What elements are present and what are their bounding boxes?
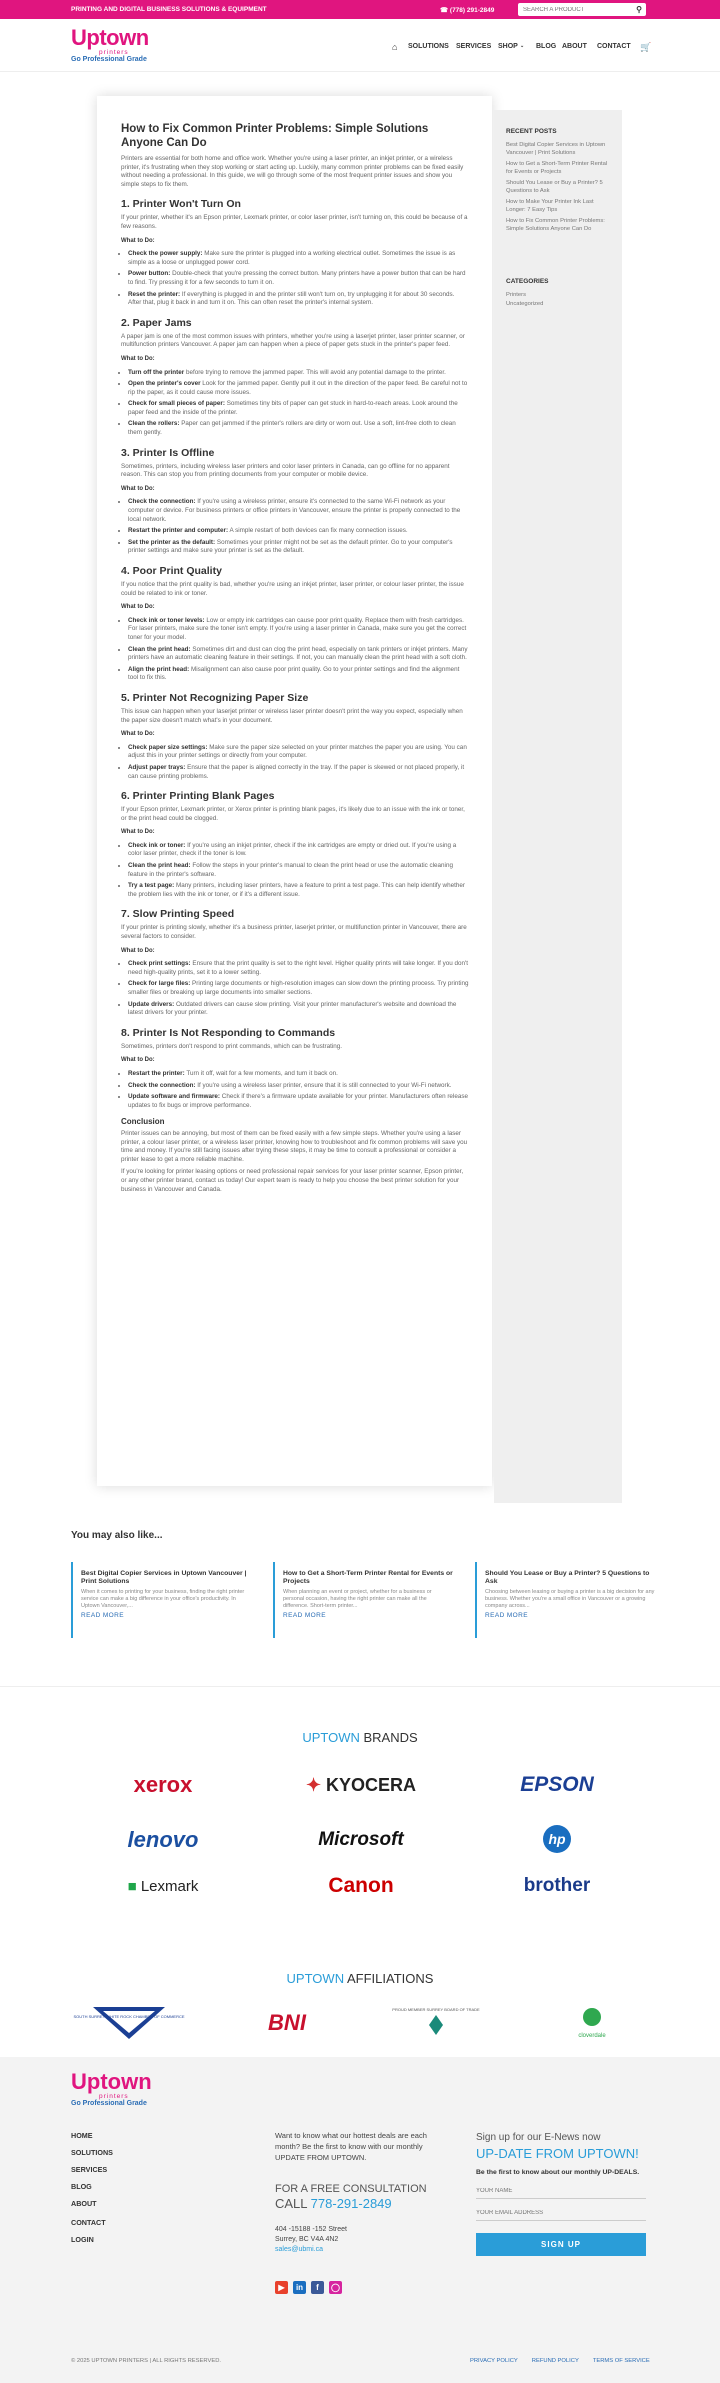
email-field[interactable] xyxy=(476,2205,646,2221)
footer-nav xyxy=(71,2131,113,2252)
footer-link[interactable]: SERVICES xyxy=(71,2165,108,2174)
nav-contact[interactable]: CONTACT xyxy=(597,43,631,50)
what-to-do-label: What to Do: xyxy=(121,355,155,362)
what-to-do-label: What to Do: xyxy=(121,604,155,611)
what-to-do-label: What to Do: xyxy=(121,731,155,738)
refund-link[interactable]: REFUND POLICY xyxy=(531,2358,579,2364)
list-item: • Check ink or toner levels: Low or empty ink cartridges can cause poor print quality. Replace them with fresh cartridges. For laser printers, make sure the toner isn't empty. If you're using a laser printer in Canada, make sure you get the correct toner for your model. xyxy=(128,617,469,643)
what-to-do-label: What to Do: xyxy=(121,485,155,492)
brands-title: UPTOWN BRANDS xyxy=(302,1730,418,1745)
svg-text:cloverdale: cloverdale xyxy=(578,2033,606,2039)
svg-text:PROUD MEMBER SURREY BOARD OF T: PROUD MEMBER SURREY BOARD OF TRADE xyxy=(392,2007,480,2012)
cart-icon[interactable]: 🛒 xyxy=(640,42,652,52)
list-item: • Clean the print head: Sometimes dirt and dust can clog the print head, especially on tank printers or inkjet printers. Many printers have an automatic cleaning feature in their settings. If not, you can manually clean the print head with a soft cloth. xyxy=(128,646,469,663)
section-intro: If your printer is printing slowly, whether it's a business printer, laserjet printer, or multifunction printer in Vancouver, there are several factors to consider. xyxy=(121,924,467,941)
list-item: • Power button: Double-check that you're pressing the correct button. Many printers have a power button that can be hard to find. Try pressing it for a few seconds to turn it on. xyxy=(128,270,469,287)
nav-shop[interactable]: SHOP xyxy=(498,43,518,50)
page-title: How to Fix Common Printer Problems: Simple Solutions Anyone Can Do xyxy=(121,123,429,149)
recent-posts: RECENT POSTS Best Digital Copier Services in Uptown Vancouver | Print Solutions How to Get a Short-Term Printer Rental for Events or Projects Should You Lease or Buy a Printer? 5 Questions to Ask How to Make Your Printer Ink Last Longer: 7 Easy Tips How to Fix Common Printer Problems: Simple Solutions Anyone Can Do xyxy=(506,128,614,236)
search-icon[interactable]: ⚲ xyxy=(636,5,642,14)
category-link[interactable]: Uncategorized xyxy=(506,301,544,307)
section-intro: This issue can happen when your laserjet printer or wireless laser printer doesn't print the way you expect, especially when the paper size doesn't match what's in your document. xyxy=(121,707,463,724)
newsletter: Sign up for our E-News now UP-DATE FROM UPTOWN! Be the first to know about our monthly UP-DEALS. YOUR NAME YOUR EMAIL ADDRESS SIGN UP xyxy=(476,2132,651,2256)
what-to-do-label: What to Do: xyxy=(121,829,155,836)
list-item: • Turn off the printer before trying to remove the jammed paper. This will avoid any potential damage to the printer. xyxy=(128,369,469,378)
list-item: • Adjust paper trays: Ensure that the paper is aligned correctly in the tray. If the paper is skewed or not placed properly, it can cause printing problems. xyxy=(128,764,469,781)
conclusion-p1: Printer issues can be annoying, but most of them can be fixed easily with a few simple steps. Whether you're using a laser printer, a colour laser printer, or a wireless laser printer, knowing how to troubleshoot and fix common problems will save you time and money. If you're still facing issues after trying these steps, it may be time to consult a professional or consider a printer lease to get a more reliable machine. xyxy=(121,1129,468,1163)
privacy-link[interactable]: PRIVACY POLICY xyxy=(470,2358,518,2364)
read-more-link[interactable]: READ MORE xyxy=(81,1612,124,1619)
footer-logo[interactable]: Uptown printers Go Professional Grade xyxy=(71,2069,152,2107)
related-card[interactable]: How to Get a Short-Term Printer Rental for Events or Projects When planning an event or project, whether for a business or personal occasion, having the right printer can make all the difference. Short-term printer... READ MORE xyxy=(273,1562,461,1638)
list-item: • Clean the rollers: Paper can get jammed if the printer's rollers are dirty or worn out. Use a soft, lint-free cloth to clean them gently. xyxy=(128,420,469,437)
list-item: • Try a test page: Many printers, including laser printers, have a feature to print a test page. This can help identify whether the problem lies with the ink or toner, or if it's a different issue. xyxy=(128,882,469,899)
sidebar xyxy=(494,110,622,1503)
conclusion-heading: Conclusion xyxy=(121,1117,165,1127)
list-item: • Check for small pieces of paper: Sometimes tiny bits of paper can get stuck in hard-to-reach areas. Look around the paper feed and the inside of the printer. xyxy=(128,400,469,417)
section-heading: 5. Printer Not Recognizing Paper Size xyxy=(121,691,309,704)
affiliations-title: UPTOWN AFFILIATIONS xyxy=(286,1971,434,1986)
related-card[interactable]: Should You Lease or Buy a Printer? 5 Questions to Ask Choosing between leasing or buying a printer is a big decision for any business. Whether you're a small office in Vancouver or a growing company across... READ MORE xyxy=(475,1562,663,1638)
what-to-do-label: What to Do: xyxy=(121,947,155,954)
footer-phone[interactable]: 778-291-2849 xyxy=(310,2196,392,2211)
nav-blog[interactable]: BLOG xyxy=(536,43,557,50)
hp-logo: hp xyxy=(482,1825,632,1853)
lenovo-logo: lenovo xyxy=(127,1827,199,1852)
svg-text:SOUTH SURREY WHITE ROCK CHAMBE: SOUTH SURREY WHITE ROCK CHAMBER OF COMMERCE xyxy=(73,2014,185,2019)
what-to-do-label: What to Do: xyxy=(121,1057,155,1064)
search-input[interactable] xyxy=(518,3,623,16)
phone-link[interactable]: ☎ (778) 291-2849 xyxy=(440,7,495,14)
related-card[interactable]: Best Digital Copier Services in Uptown Vancouver | Print Solutions When it comes to printing for your business, finding the right printer service can make a big difference in your office's productivity. In Uptown Vancouver,... READ MORE xyxy=(71,1562,259,1638)
chamber-logo xyxy=(73,2005,185,2041)
footer-link[interactable]: HOME xyxy=(71,2131,93,2140)
top-bar xyxy=(0,0,720,19)
categories: CATEGORIES Printers Uncategorized xyxy=(506,278,614,309)
section-intro: If your Epson printer, Lexmark printer, or Xerox printer is printing blank pages, it's likely due to an issue with the ink or toner, or the print head could be clogged. xyxy=(121,806,465,822)
tips-list xyxy=(128,498,469,556)
board-of-trade-logo xyxy=(392,2005,480,2041)
list-item: • Restart the printer: Turn it off, wait for a few moments, and turn it back on. xyxy=(128,1070,469,1079)
nav-about[interactable]: ABOUT xyxy=(562,43,587,50)
article-card xyxy=(97,96,492,1486)
kyocera-logo: ✦ KYOCERA xyxy=(305,1775,417,1795)
tips-list xyxy=(128,617,469,683)
recent-post-link[interactable]: Best Digital Copier Services in Uptown Vancouver | Print Solutions xyxy=(506,142,606,156)
footer-link[interactable]: BLOG xyxy=(71,2182,92,2191)
read-more-link[interactable]: READ MORE xyxy=(283,1612,326,1619)
tips-list xyxy=(128,744,469,781)
footer-link[interactable]: ABOUT xyxy=(71,2199,97,2208)
list-item: • Clean the print head: Follow the steps in your printer's manual to clean the print head or use the automatic cleaning feature in the printer's software. xyxy=(128,862,469,879)
list-item: • Update software and firmware: Check if there's a firmware update available for your printer. Manufacturers often release updates to fix bugs or improve performance. xyxy=(128,1093,469,1110)
header xyxy=(0,19,720,72)
list-item: • Set the printer as the default: Sometimes your printer might not be set as the default printer. Go to your computer's printer settings and make sure your printer is set as the default. xyxy=(128,539,469,556)
canon-logo: Canon xyxy=(328,1874,394,1897)
section-heading: 8. Printer Is Not Responding to Commands xyxy=(121,1026,336,1039)
section-intro: If your printer, whether it's an Epson printer, Lexmark printer, or color laser printer, isn't turning on, this could be because of a few reasons. xyxy=(121,214,468,230)
read-more-link[interactable]: READ MORE xyxy=(485,1612,528,1619)
terms-link[interactable]: TERMS OF SERVICE xyxy=(592,2358,650,2364)
list-item: • Check for large files: Printing large documents or high-resolution images can slow down the printing process. Try printing smaller files or breaking up large documents into smaller sections. xyxy=(128,980,469,997)
footer-email[interactable]: sales@ubmi.ca xyxy=(275,2246,323,2253)
legal-links xyxy=(470,2358,664,2364)
search-box[interactable] xyxy=(518,3,646,16)
bni-logo: BNI xyxy=(268,2010,306,2035)
conclusion-p2: If you're looking for printer leasing options or need professional repair services for your laser printer scanner, Epson printer, or any other printer brand, contact us today! Our expert team is ready to help you choose the best printer solution for your business in Vancouver and Canada. xyxy=(121,1168,464,1193)
youtube-icon[interactable]: ▶ xyxy=(275,2281,288,2294)
section-heading: 2. Paper Jams xyxy=(121,316,192,329)
recent-post-link[interactable]: How to Get a Short-Term Printer Rental for Events or Projects xyxy=(506,161,608,175)
article xyxy=(121,122,469,1198)
related-posts xyxy=(71,1562,655,1640)
social-links xyxy=(275,2277,347,2295)
list-item: • Check ink or toner: If you're using an inkjet printer, check if the ink cartridges are empty or dried out. If you're using a color laser printer, check if the toner is low. xyxy=(128,842,469,859)
nav-solutions[interactable]: SOLUTIONS xyxy=(408,43,449,50)
tips-list xyxy=(128,369,469,438)
footer-link[interactable]: CONTACT xyxy=(71,2218,106,2227)
footer-link[interactable]: SOLUTIONS xyxy=(71,2148,113,2157)
list-item: • Check print settings: Ensure that the print quality is set to the right level. Higher quality prints will take longer. If you don't need high-quality prints, set it to a lower setting. xyxy=(128,960,469,977)
section-heading: 7. Slow Printing Speed xyxy=(121,908,235,921)
cloverdale-logo xyxy=(552,2005,632,2041)
promo-text: PRINTING AND DIGITAL BUSINESS SOLUTIONS & EQUIPMENT xyxy=(71,6,267,13)
list-item: • Check the connection: If you're using a wireless printer, ensure it's connected to the same Wi-Fi network as your computer or device. For business printers or office printers in Vancouver, ensure the printer is properly connected to the local network. xyxy=(128,498,469,524)
list-item: • Open the printer's cover Look for the jammed paper. Gently pull it out in the direction of the paper feed. Be careful not to rip the paper, as it could cause more issues. xyxy=(128,380,469,397)
section-intro: Sometimes, printers, including wireless laser printers and color laser printers in Canada, can go offline for no apparent reason. This can stop you from printing documents from your computer or mobile device. xyxy=(121,462,450,479)
name-field[interactable] xyxy=(476,2183,646,2199)
section-heading: 3. Printer Is Offline xyxy=(121,446,215,459)
recent-post-link[interactable]: Should You Lease or Buy a Printer? 5 Questions to Ask xyxy=(506,180,603,194)
related-title: You may also like... xyxy=(71,1530,163,1541)
footer xyxy=(0,2057,720,2383)
section-heading: 1. Printer Won't Turn On xyxy=(121,198,241,211)
list-item: • Restart the printer and computer: A simple restart of both devices can fix many connection issues. xyxy=(128,527,469,536)
copyright: © 2025 UPTOWN PRINTERS | ALL RIGHTS RESERVED. xyxy=(71,2358,221,2364)
footer-link[interactable]: LOGIN xyxy=(71,2235,94,2244)
list-item: • Update drivers: Outdated drivers can cause slow printing. Visit your printer manufacturer's website and download the latest drivers for your printer. xyxy=(128,1001,469,1018)
section-heading: 6. Printer Printing Blank Pages xyxy=(121,790,275,803)
tips-list xyxy=(128,1070,469,1110)
what-to-do-label: What to Do: xyxy=(121,237,155,244)
list-item: • Check the power supply: Make sure the printer is plugged into a working electrical outlet. Sometimes the issue is as simple as a loose or unplugged power cord. xyxy=(128,250,469,267)
logo[interactable]: Uptown printers Go Professional Grade xyxy=(71,25,149,63)
nav-services[interactable]: SERVICES xyxy=(456,43,492,50)
home-icon[interactable]: ⌂ xyxy=(392,42,398,52)
section-intro: Sometimes, printers don't respond to print commands, which can be frustrating. xyxy=(121,1042,342,1050)
lexmark-logo: ■ Lexmark xyxy=(127,1878,199,1895)
chevron-down-icon[interactable]: ⌄ xyxy=(520,43,525,49)
section-intro: A paper jam is one of the most common issues with printers, whether you're using a laserjet printer, laser printer scanner, or multifunction printers Vancouver. A paper jam can happen when a piece of paper gets stuck in the printer's paper feed. xyxy=(121,332,465,349)
section-heading: 4. Poor Print Quality xyxy=(121,565,222,577)
intro: Printers are essential for both home and office work. Whether you're using a laser printer, an inkjet printer, or a wireless printer, it's frustrating when they stop working or start acting up. Luckily, many common printer problems can be fixed easily without needing a professional. In this guide, we will go through some of the most frequent printer issues and show you simple steps to fix them. xyxy=(121,155,464,188)
tips-list xyxy=(128,842,469,900)
brands-section xyxy=(0,1686,720,1936)
tips-list xyxy=(128,960,469,1018)
epson-logo: EPSON xyxy=(520,1773,594,1796)
section-intro: If you notice that the print quality is bad, whether you're using an inkjet printer, laser printer, or colour laser printer, the issue could be related to ink or toner. xyxy=(121,581,464,597)
category-link[interactable]: Printers xyxy=(506,292,526,298)
list-item: • Reset the printer: If everything is plugged in and the printer still won't turn on, try unplugging it for about 30 seconds. After that, plug it back in and turn it on. This can often reset the printer's internal system. xyxy=(128,291,469,308)
list-item: • Check the connection: If you're using a wireless laser printer, ensure that it is still connected to your Wi-Fi network. xyxy=(128,1082,469,1091)
recent-post-link[interactable]: How to Make Your Printer Ink Last Longer: 7 Easy Tips xyxy=(506,199,594,213)
tips-list xyxy=(128,250,469,308)
list-item: • Align the print head: Misalignment can also cause poor print quality. Go to your printer settings and find the alignment tool to fix this. xyxy=(128,666,469,683)
instagram-icon[interactable]: ◯ xyxy=(329,2281,342,2294)
facebook-icon[interactable]: f xyxy=(311,2281,324,2294)
xerox-logo: xerox xyxy=(133,1772,193,1797)
list-item: • Check paper size settings: Make sure the paper size selected on your printer matches the paper you are using. You can adjust this in your printer settings or directly from your computer. xyxy=(128,744,469,761)
signup-button[interactable]: SIGN UP xyxy=(476,2233,646,2256)
footer-contact: Want to know what our hottest deals are each month? Be the first to know with our monthly UPDATE FROM UPTOWN. FOR A FREE CONSULTATION CALL 778-291-2849 404 -15188 -152 Street Surrey, BC V4A 4N2 sales@ubmi.ca xyxy=(275,2130,450,2255)
microsoft-logo: Microsoft xyxy=(318,1829,404,1850)
recent-post-link[interactable]: How to Fix Common Printer Problems: Simple Solutions Anyone Can Do xyxy=(506,218,605,232)
linkedin-icon[interactable]: in xyxy=(293,2281,306,2294)
brother-logo: brother xyxy=(523,1875,591,1896)
